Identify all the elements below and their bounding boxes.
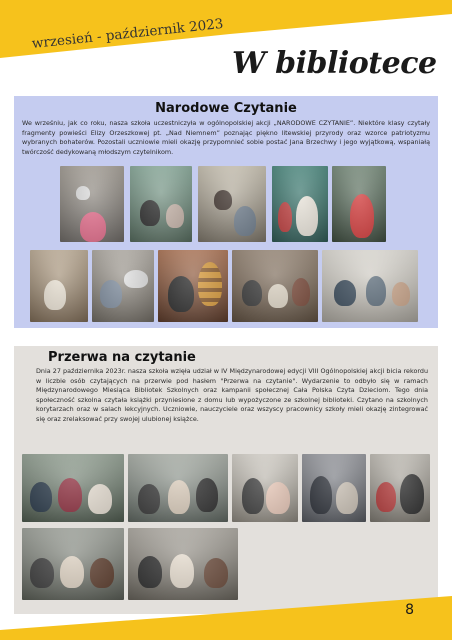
photo-library-2 xyxy=(92,250,154,322)
photo-reading-3 xyxy=(232,454,298,522)
section-narodowe-czytanie xyxy=(14,96,438,328)
section-body: We wrześniu, jak co roku, nasza szkoła uczestniczyła w ogólnopolskiej akcji „NARODOWE CZYTANIE”. Niektóre klasy czytały fragmenty powieści Elizy Orzeszkowej pt. „Nad Niemnem” poznając piękno litewskiej przyrody oraz wzorce patriotyzmu wybranych bohaterów. Pozostali uczniowie mieli okazję przypomnieć sobie postać Jana Brzechwy i jego wyjątkową, wspaniałą twórczość dedykowaną młodszym czytelnikom. xyxy=(22,119,430,156)
page-title: W bibliotece xyxy=(232,46,437,81)
footer-yellow-shape xyxy=(0,596,452,640)
date-range: wrzesień - październik 2023 xyxy=(31,15,225,52)
photo-reading-5 xyxy=(370,454,430,522)
photo-classroom-4 xyxy=(272,166,328,242)
page-number: 8 xyxy=(405,602,414,618)
photo-reading-2 xyxy=(128,454,228,522)
photo-classroom-2 xyxy=(130,166,192,242)
photo-library-5 xyxy=(322,250,418,322)
photo-reading-1 xyxy=(22,454,124,522)
photo-library-4 xyxy=(232,250,318,322)
section-title: Przerwa na czytanie xyxy=(48,350,196,365)
footer-band xyxy=(0,590,452,640)
photo-library-3 xyxy=(158,250,228,322)
section-przerwa-na-czytanie xyxy=(14,346,438,614)
section-body: Dnia 27 października 2023r. nasza szkoła wzięła udział w IV Międzynarodowej edycji VIII Ogólnopolskiej akcji bicia rekordu w liczbie osób czytających na przerwie pod hasłem "Przerwa na czytanie". Wydarzenie to odbyło się w ramach Międzynarodowego Miesiąca Bibliotek Szkolnych oraz kampanii społecznej Cała Polska Czyta Dzieciom. Tego dnia społeczność szkolna czytała książki przyniesione z domu lub wypożyczone ze szkolnej biblioteki. Czytano na szkolnych korytarzach oraz w salach lekcyjnych. Uczniowie, nauczyciele oraz wszyscy pracownicy szkoły mieli okazję zintegrować się oraz zrelaksować przy swojej ulubionej książce. xyxy=(36,367,428,423)
photo-classroom-1 xyxy=(60,166,124,242)
photo-library-1 xyxy=(30,250,88,322)
photo-reading-4 xyxy=(302,454,366,522)
photo-classroom-3 xyxy=(198,166,266,242)
section-title: Narodowe Czytanie xyxy=(155,101,297,116)
photo-classroom-5 xyxy=(332,166,386,242)
